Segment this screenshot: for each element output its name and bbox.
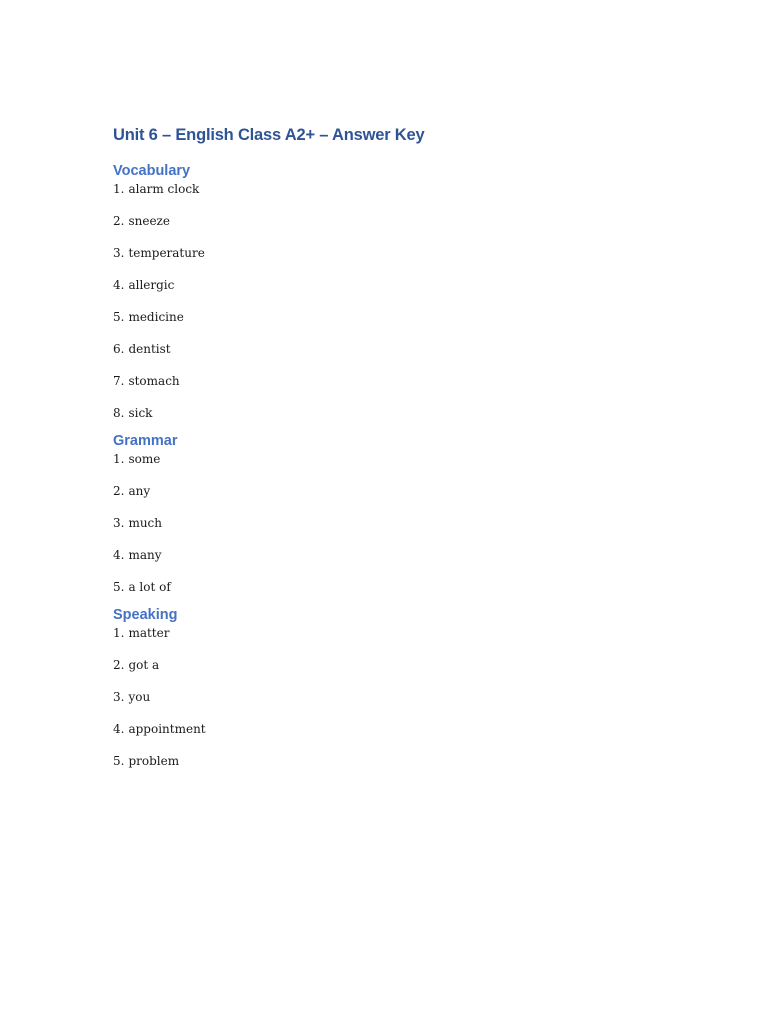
answer-item bbox=[113, 657, 673, 673]
answer-number: 3. bbox=[113, 690, 125, 704]
answer-sections bbox=[113, 161, 673, 769]
answer-text: many bbox=[128, 548, 162, 562]
section-heading: Vocabulary bbox=[113, 163, 191, 179]
answer-item bbox=[113, 373, 673, 389]
answer-item bbox=[113, 341, 673, 357]
answer-number: 2. bbox=[113, 484, 125, 498]
answer-list bbox=[113, 451, 673, 595]
answer-text: stomach bbox=[128, 374, 180, 388]
answer-number: 1. bbox=[113, 182, 125, 196]
answer-text: matter bbox=[128, 626, 170, 640]
answer-text: any bbox=[128, 484, 151, 498]
answer-text: a lot of bbox=[128, 580, 171, 594]
answer-text: temperature bbox=[128, 246, 205, 260]
section-heading: Speaking bbox=[113, 607, 178, 623]
answer-number: 4. bbox=[113, 722, 125, 736]
answer-item bbox=[113, 405, 673, 421]
document-title: Unit 6 – English Class A2+ – Answer Key bbox=[113, 126, 425, 144]
answer-item bbox=[113, 213, 673, 229]
answer-text: much bbox=[128, 516, 163, 530]
answer-item bbox=[113, 625, 673, 641]
answer-text: sneeze bbox=[128, 214, 170, 228]
answer-list bbox=[113, 625, 673, 769]
answer-text: problem bbox=[128, 754, 180, 768]
answer-number: 8. bbox=[113, 406, 125, 420]
answer-number: 4. bbox=[113, 278, 125, 292]
answer-item bbox=[113, 181, 673, 197]
answer-item bbox=[113, 277, 673, 293]
answer-text: sick bbox=[128, 406, 153, 420]
answer-number: 3. bbox=[113, 246, 125, 260]
answer-number: 6. bbox=[113, 342, 125, 356]
answer-text: some bbox=[128, 452, 161, 466]
answer-number: 5. bbox=[113, 580, 125, 594]
section-heading: Grammar bbox=[113, 433, 178, 449]
section-grammar bbox=[113, 431, 673, 595]
answer-number: 2. bbox=[113, 214, 125, 228]
answer-text: appointment bbox=[128, 722, 206, 736]
answer-item bbox=[113, 547, 673, 563]
answer-item bbox=[113, 483, 673, 499]
answer-text: you bbox=[128, 690, 151, 704]
answer-text: allergic bbox=[128, 278, 175, 292]
answer-number: 2. bbox=[113, 658, 125, 672]
answer-number: 1. bbox=[113, 452, 125, 466]
answer-number: 4. bbox=[113, 548, 125, 562]
answer-item bbox=[113, 753, 673, 769]
answer-item bbox=[113, 245, 673, 261]
answer-number: 3. bbox=[113, 516, 125, 530]
answer-item bbox=[113, 689, 673, 705]
answer-item bbox=[113, 309, 673, 325]
section-vocabulary bbox=[113, 161, 673, 421]
answer-number: 5. bbox=[113, 754, 125, 768]
answer-text: dentist bbox=[128, 342, 171, 356]
answer-text: alarm clock bbox=[128, 182, 200, 196]
answer-item bbox=[113, 579, 673, 595]
answer-list bbox=[113, 181, 673, 421]
answer-item bbox=[113, 515, 673, 531]
document-body bbox=[113, 124, 673, 769]
answer-text: medicine bbox=[128, 310, 184, 324]
answer-item bbox=[113, 451, 673, 467]
answer-number: 5. bbox=[113, 310, 125, 324]
answer-text: got a bbox=[128, 658, 160, 672]
answer-item bbox=[113, 721, 673, 737]
section-speaking bbox=[113, 605, 673, 769]
answer-number: 1. bbox=[113, 626, 125, 640]
answer-number: 7. bbox=[113, 374, 125, 388]
